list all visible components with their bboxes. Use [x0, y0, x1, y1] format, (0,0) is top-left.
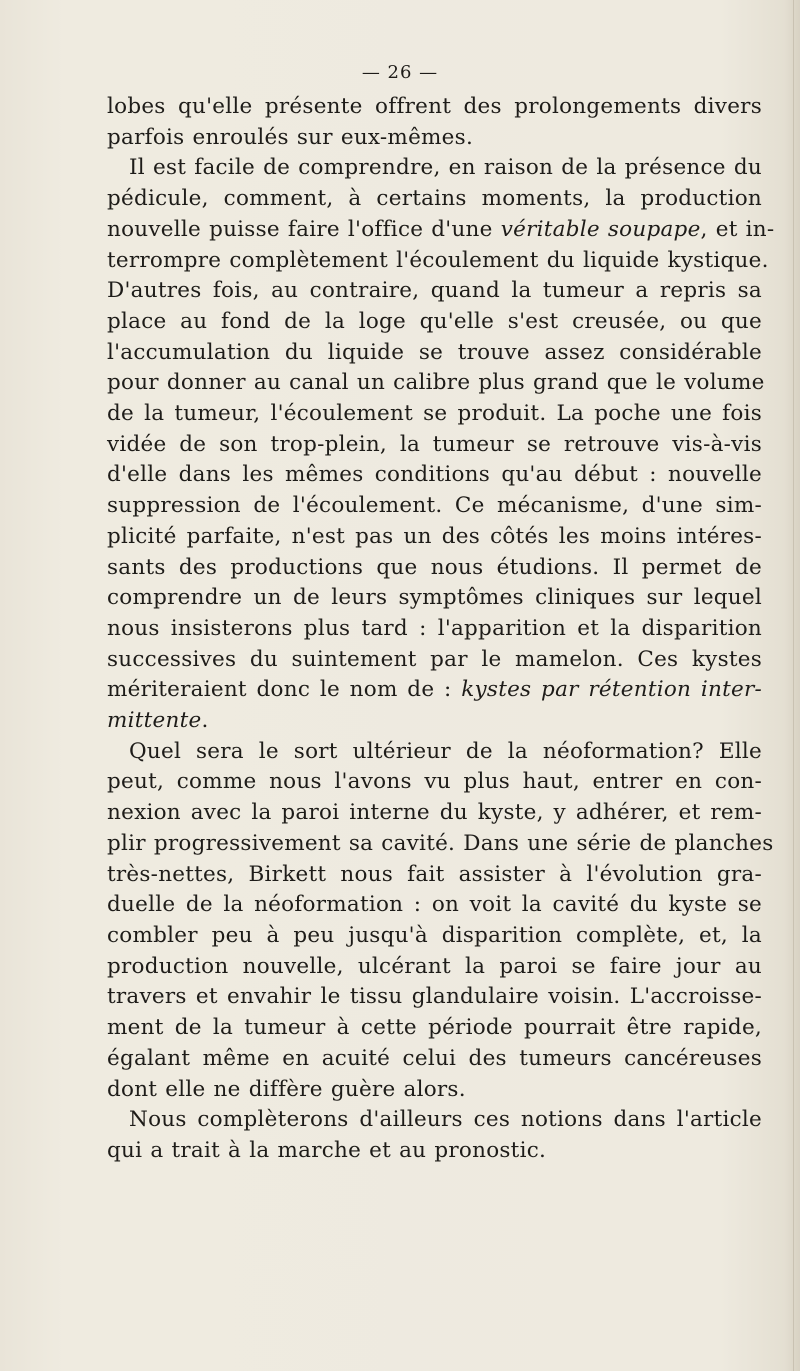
page-number: — 26 — — [361, 62, 439, 83]
text-line: production nouvelle, ulcérant la paroi se faire jour au — [107, 953, 762, 979]
text-line: place au fond de la loge qu'elle s'est creusée, ou que — [107, 308, 762, 334]
text-line: de la tumeur, l'écoulement se produit. La poche une fois — [107, 401, 762, 427]
paragraph — [107, 92, 762, 153]
text-line: comprendre un de leurs symptômes cliniques sur lequel — [107, 585, 762, 611]
text-line: dont elle ne diffère guère alors. — [107, 1076, 466, 1102]
page-edge — [793, 0, 794, 1371]
text-line: duelle de la néoformation : on voit la cavité du kyste se — [107, 892, 762, 918]
text-line: sants des productions que nous étudions. Il permet de — [107, 554, 762, 580]
text-line: pour donner au canal un calibre plus grand que le volume — [107, 370, 765, 396]
italic-text: mittente — [107, 708, 202, 734]
text-line: parfois enroulés sur eux-mêmes. — [107, 124, 474, 150]
paragraph — [107, 737, 774, 1105]
text-line: mittente. — [107, 708, 209, 734]
paragraph — [107, 1105, 762, 1166]
text-line: Nous complèterons d'ailleurs ces notions dans l'article — [129, 1107, 762, 1133]
text-line: plir progressivement sa cavité. Dans une série de planches — [107, 830, 774, 856]
text-line: ment de la tumeur à cette période pourrait être rapide, — [107, 1015, 762, 1041]
text-line: plicité parfaite, n'est pas un des côtés les moins intéres- — [107, 523, 762, 549]
text-line: Quel sera le sort ultérieur de la néoformation? Elle — [129, 738, 762, 764]
text-line: D'autres fois, au contraire, quand la tumeur a repris sa — [107, 278, 762, 304]
text-line: combler peu à peu jusqu'à disparition complète, et, la — [107, 922, 762, 948]
text-line: lobes qu'elle présente offrent des prolongements divers — [107, 94, 762, 119]
text-line: vidée de son trop-plein, la tumeur se retrouve vis-à-vis — [107, 431, 762, 457]
text-line: terrompre complètement l'écoulement du liquide kystique. — [107, 247, 769, 273]
body-text — [107, 92, 775, 1167]
text-line: nexion avec la paroi interne du kyste, y adhérer, et rem- — [107, 800, 762, 826]
italic-text: kystes par rétention inter- — [461, 677, 762, 703]
text-line: très-nettes, Birkett nous fait assister à l'évolution gra- — [107, 861, 762, 887]
text-line: nouvelle puisse faire l'office d'une véritable soupape, et in- — [107, 216, 775, 242]
text-line: Il est facile de comprendre, en raison de la présence du — [129, 155, 762, 181]
paragraph — [107, 153, 775, 736]
text-line: l'accumulation du liquide se trouve assez considérable — [107, 339, 762, 365]
text-line: peut, comme nous l'avons vu plus haut, entrer en con- — [107, 769, 762, 795]
text-line: pédicule, comment, à certains moments, la production — [107, 186, 762, 212]
text-line: nous insisterons plus tard : l'apparition et la disparition — [107, 615, 762, 641]
text-line: d'elle dans les mêmes conditions qu'au début : nouvelle — [107, 462, 762, 488]
text-line: qui a trait à la marche et au pronostic. — [107, 1137, 547, 1163]
italic-text: véritable soupape — [500, 216, 701, 242]
text-line: mériteraient donc le nom de : kystes par rétention inter- — [107, 677, 762, 703]
text-line: successives du suintement par le mamelon. Ces kystes — [107, 646, 762, 672]
text-line: travers et envahir le tissu glandulaire voisin. L'accroisse- — [107, 984, 762, 1010]
text-line: égalant même en acuité celui des tumeurs cancéreuses — [107, 1045, 762, 1071]
text-line: suppression de l'écoulement. Ce mécanisme, d'une sim- — [107, 493, 762, 519]
